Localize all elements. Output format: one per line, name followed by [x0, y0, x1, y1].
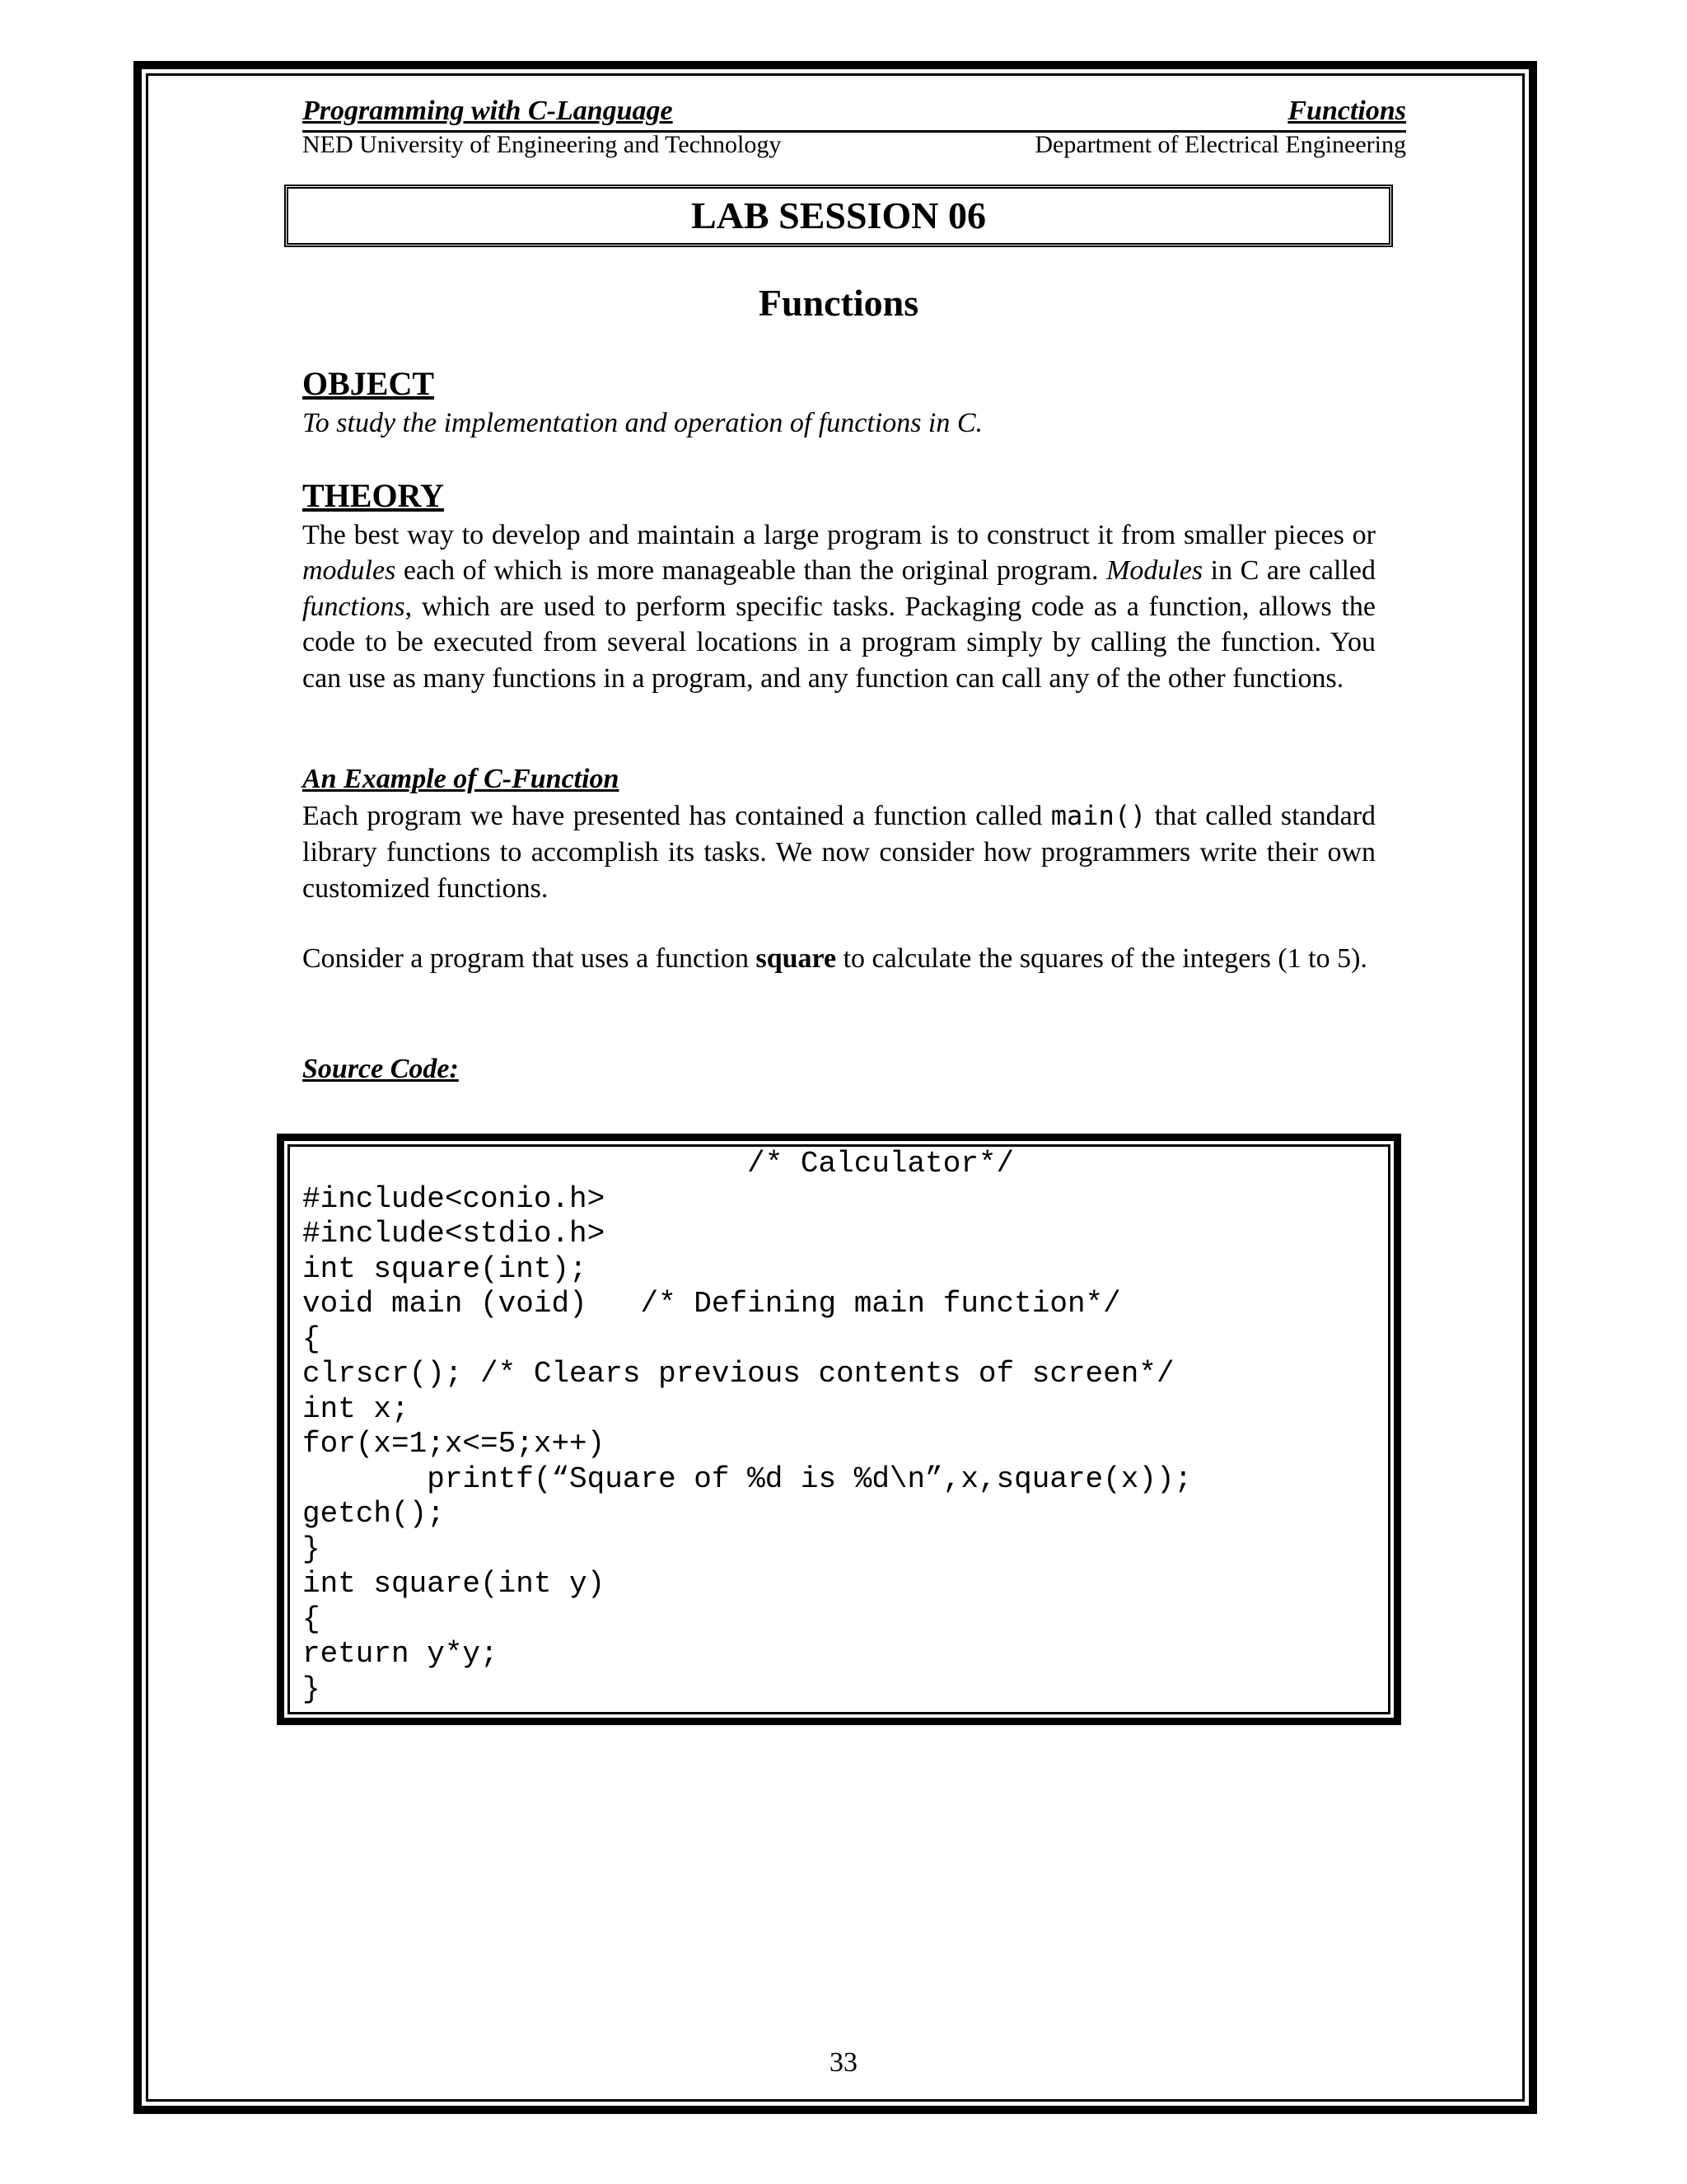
example-paragraph-1 [302, 797, 1376, 907]
page-title: Functions [758, 282, 919, 324]
running-subheader [302, 129, 1406, 161]
department-name: Department of Electrical Engineering [1035, 131, 1406, 158]
course-title: Programming with C-Language [302, 96, 673, 126]
theory-text-3: in C are called [1210, 555, 1376, 587]
page-number: 33 [829, 2047, 858, 2078]
example-heading: An Example of C-Function [302, 764, 619, 794]
theory-text-4: , which are used to perform specific tasks. Packaging code as a function, allows the code to be executed from several locations in a program simply by calling the function. You can use as many functions in a program, and any function can call any of the other functions. [302, 591, 1376, 694]
university-name: NED University of Engineering and Technology [302, 131, 782, 158]
example-text-1: Each program we have presented has contained a function called [302, 801, 1043, 831]
theory-text-1: The best way to develop and maintain a large program is to construct it from smaller pieces or [302, 520, 1376, 550]
theory-text-2: each of which is more manageable than the original program. [403, 555, 1099, 587]
example-text-4: to calculate the squares of the integers (1 to 5). [843, 943, 1367, 974]
chapter-title: Functions [1287, 96, 1406, 126]
theory-heading: THEORY [302, 477, 444, 514]
square-function-name: square [755, 943, 837, 974]
running-header [302, 92, 1406, 133]
theory-modules-word: modules [302, 555, 396, 587]
object-heading: OBJECT [302, 365, 435, 402]
source-code-heading: Source Code: [302, 1054, 459, 1084]
example-text-2: that called standard library functions to accomplish its tasks. We now consider how programmers write their own customized functions. [302, 801, 1376, 904]
example-paragraph-2 [302, 941, 1376, 977]
object-text: To study the implementation and operation of functions in C. [302, 408, 984, 438]
theory-paragraph [302, 517, 1376, 696]
lab-session-title: LAB SESSION 06 [284, 185, 1393, 247]
theory-functions-word: functions [302, 591, 405, 622]
theory-modules-word-2: Modules [1106, 555, 1203, 587]
source-code: /* Calculator*/ #include<conio.h> #include<stdio.h> int square(int); void main (void) /* Defining main function*/ { clrscr(); /* Clears previous contents of screen*/ int x; for(x=1;x<=5;x++) printf(“Square of %d is %d\n”,x,square(x)); getch(); } int square(int y) { return y*y; } [302, 1147, 1193, 1706]
example-text-3: Consider a program that uses a function [302, 943, 749, 974]
main-function-name: main() [1050, 800, 1147, 831]
